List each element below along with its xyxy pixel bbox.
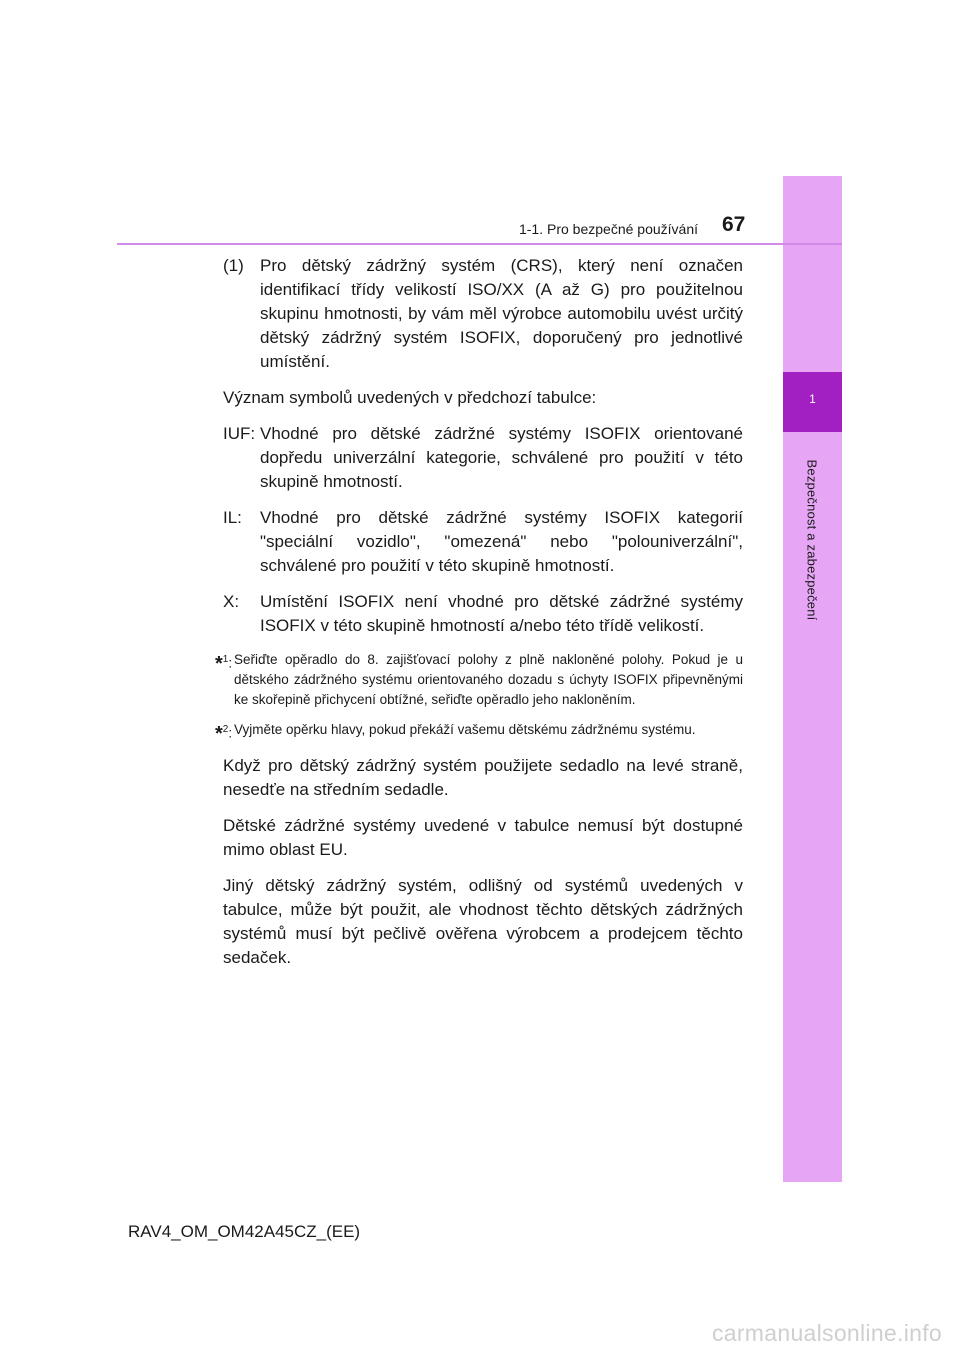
legend-label: IL: bbox=[223, 508, 242, 527]
paragraph: Dětské zádržné systémy uvedené v tabulce nemusí být dostupné mimo oblast EU. bbox=[223, 815, 743, 859]
legend-item-il bbox=[223, 506, 743, 578]
footnote-text: Vyjměte opěrku hlavy, pokud překáží vašemu dětskému zádržnému systému. bbox=[234, 722, 696, 737]
footnote-marker bbox=[215, 720, 234, 744]
footnote-separator: : bbox=[228, 655, 233, 671]
footnote-number: 1 bbox=[222, 654, 229, 665]
document-code: RAV4_OM_OM42A45CZ_(EE) bbox=[128, 1222, 361, 1241]
chapter-label: Bezpečnost a zabezpečení bbox=[804, 459, 820, 621]
paragraph: Jiný dětský zádržný systém, odlišný od systémů uvedených v tabulce, může být použit, ale vhodnost těchto dětských zádržných systémů musí být pečlivě ověřena výrobcem a prodejcem těchto sedaček. bbox=[223, 875, 743, 967]
legend-label: X: bbox=[223, 592, 240, 611]
header-rule bbox=[117, 243, 842, 245]
page-number: 67 bbox=[722, 213, 746, 236]
legend-text: Umístění ISOFIX není vhodné pro dětské zádržné systémy ISOFIX v této skupině hmotností a/nebo této třídě velikostí. bbox=[260, 592, 743, 635]
footnote-2 bbox=[215, 720, 743, 745]
chapter-number: 1 bbox=[809, 392, 816, 406]
footnote-1 bbox=[215, 650, 743, 710]
item-label: (1) bbox=[223, 256, 244, 275]
legend-item-x bbox=[223, 590, 743, 638]
footnote-number: 2 bbox=[222, 724, 229, 735]
page-content bbox=[215, 254, 743, 982]
legend-intro: Význam symbolů uvedených v předchozí tabulce: bbox=[223, 388, 597, 407]
legend-text: Vhodné pro dětské zádržné systémy ISOFIX orientované dopředu univerzální kategorie, schválené pro použití v této skupině hmotností. bbox=[260, 424, 743, 491]
item-text: Pro dětský zádržný systém (CRS), který není označen identifikací třídy velikostí ISO/XX (A až G) pro použitelnou skupinu hmotnosti, by vám měl výrobce automobilu uvést určitý dětský zádržný systém ISOFIX, doporučený pro jednotlivé umístění. bbox=[260, 256, 743, 371]
watermark: carmanualsonline.info bbox=[711, 1320, 942, 1346]
section-title: 1-1. Pro bezpečné používání bbox=[518, 221, 698, 237]
footnote-star: * bbox=[215, 652, 223, 675]
footnote-star: * bbox=[215, 722, 223, 745]
chapter-side-tab bbox=[783, 176, 842, 1182]
legend-text: Vhodné pro dětské zádržné systémy ISOFIX kategorií "speciální vozidlo", "omezená" nebo "polouniverzální", schválené pro použití v této skupině hmotností. bbox=[260, 508, 743, 575]
footnote-marker bbox=[215, 650, 234, 710]
list-item bbox=[223, 254, 743, 374]
legend-item-iuf bbox=[223, 422, 743, 494]
footnote-text: Seřiďte opěradlo do 8. zajišťovací polohy z plně nakloněné polohy. Pokud je u dětského zádržného systému orientovaného dozadu s úchyty ISOFIX připevněnými ke skořepině přichycení obtížné, seřiďte opěradlo jeho nakloněním. bbox=[234, 652, 743, 707]
footnote-separator: : bbox=[228, 725, 233, 741]
legend-label: IUF: bbox=[223, 424, 256, 443]
paragraph: Když pro dětský zádržný systém použijete sedadlo na levé straně, nesedťe na středním sedadle. bbox=[223, 755, 743, 799]
